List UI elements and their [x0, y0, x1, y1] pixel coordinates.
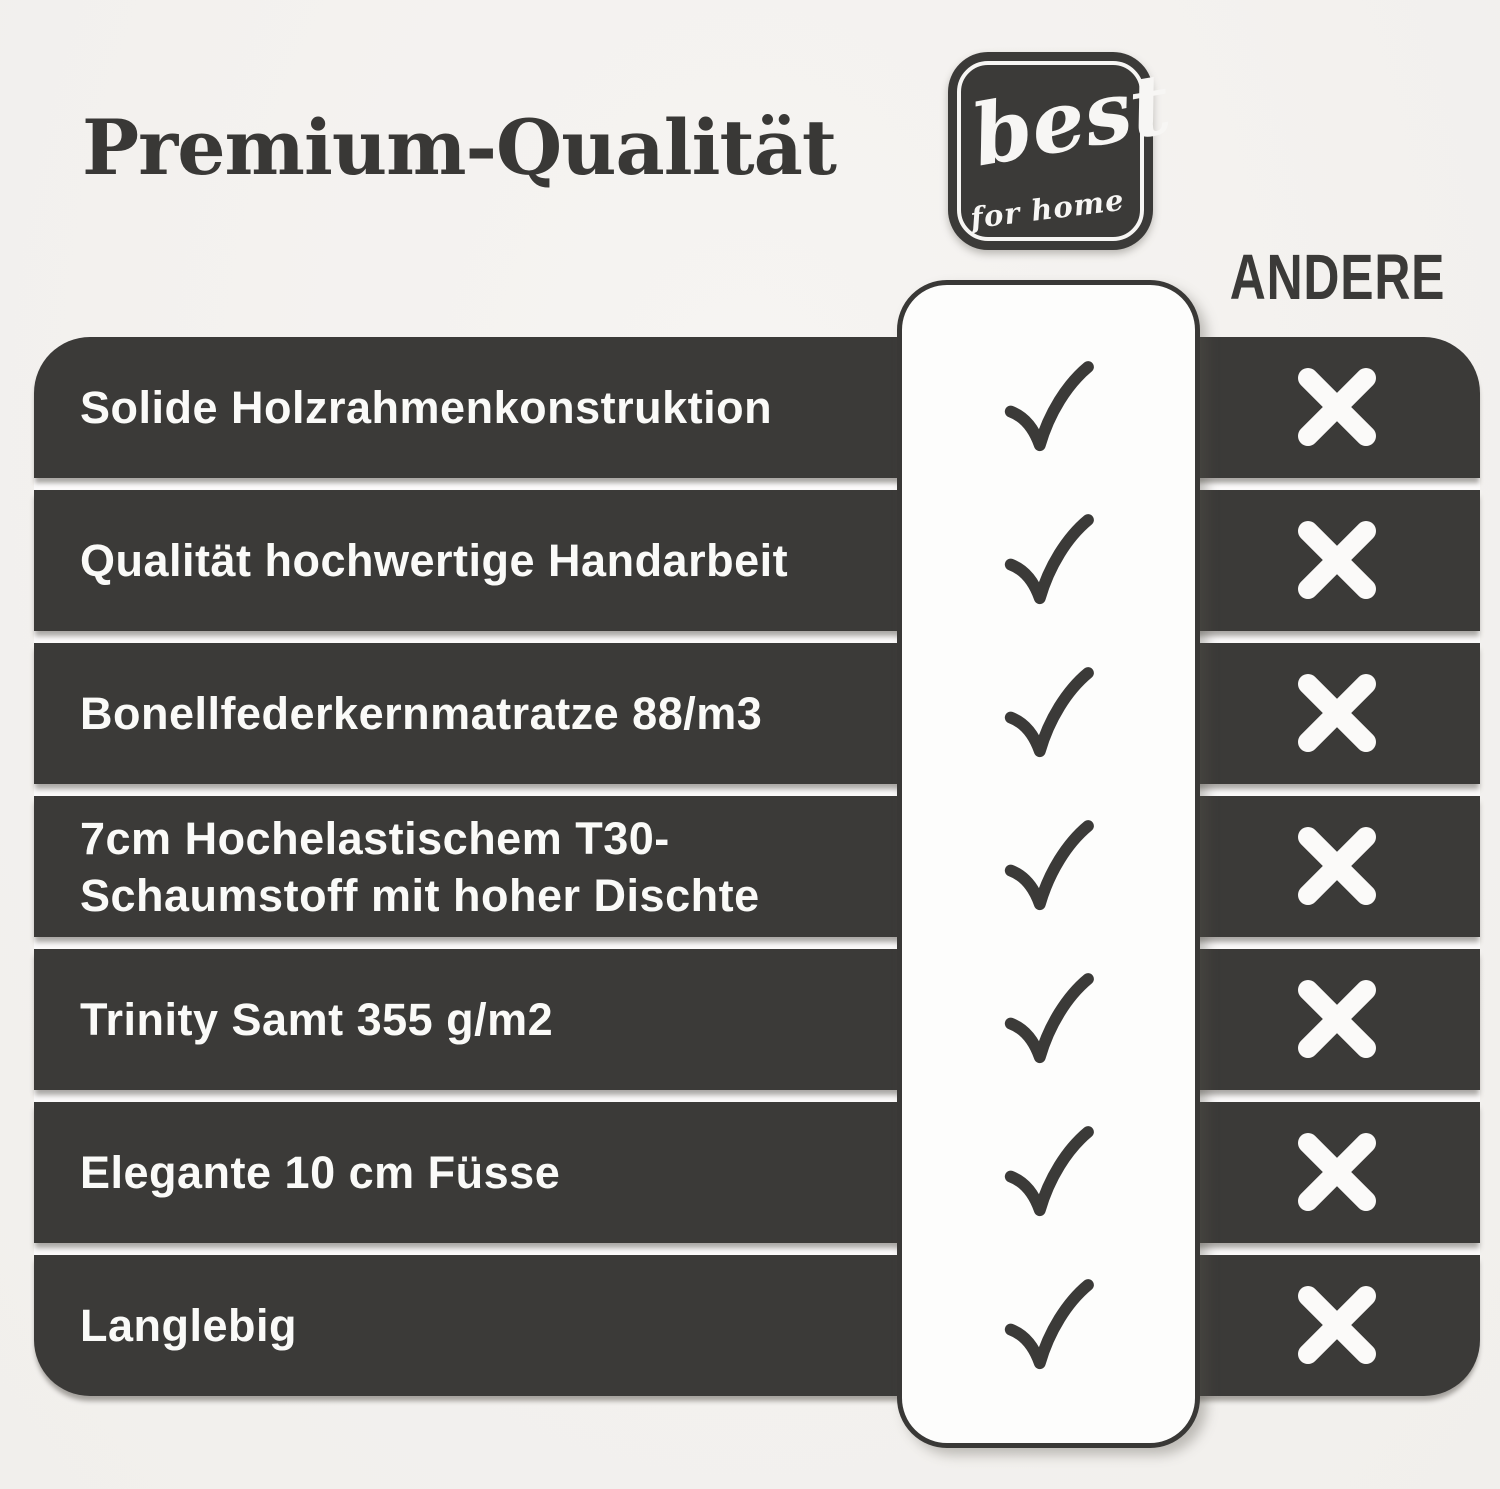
- cross-icon: [1293, 669, 1381, 757]
- feature-row: [34, 337, 1480, 478]
- feature-label: [34, 685, 1480, 742]
- page-title: Premium-Qualität: [82, 103, 836, 192]
- feature-row: [34, 796, 1480, 937]
- feature-row: [34, 643, 1480, 784]
- feature-label-line: Langlebig: [80, 1300, 297, 1351]
- check-icon: [998, 969, 1098, 1069]
- feature-label: [34, 1144, 1480, 1201]
- cross-icon: [1293, 1281, 1381, 1369]
- cross-icon: [1293, 516, 1381, 604]
- check-icon: [998, 816, 1098, 916]
- feature-label: [34, 991, 1480, 1048]
- feature-label-line: Schaumstoff mit hoher Dischte: [80, 869, 760, 921]
- feature-row: [34, 949, 1480, 1090]
- brand-logo: [948, 52, 1178, 250]
- check-icon: [998, 1275, 1098, 1375]
- feature-label-line: Qualität hochwertige Handarbeit: [80, 535, 789, 586]
- logo-tagline-text: for home: [968, 182, 1127, 236]
- feature-label: [34, 379, 1480, 436]
- feature-row: [34, 1255, 1480, 1396]
- cross-icon: [1293, 363, 1381, 451]
- feature-table: [34, 337, 1480, 1396]
- feature-label: [34, 532, 1480, 589]
- check-icon: [998, 663, 1098, 763]
- check-icon: [998, 357, 1098, 457]
- feature-row: [34, 490, 1480, 631]
- check-icon: [998, 510, 1098, 610]
- competitor-column-header: ANDERE: [1229, 241, 1446, 313]
- cross-icon: [1293, 975, 1381, 1063]
- feature-label-line: Trinity Samt 355 g/m2: [80, 994, 554, 1045]
- feature-label: [34, 1297, 1480, 1354]
- feature-label: [34, 810, 1480, 924]
- feature-label-line: Elegante 10 cm Füsse: [80, 1147, 561, 1198]
- feature-label-line: 7cm Hochelastischem T30-: [80, 812, 670, 864]
- logo-brand-text: best: [964, 53, 1178, 186]
- check-icon: [998, 1122, 1098, 1222]
- feature-label-line: Solide Holzrahmenkonstruktion: [80, 382, 773, 433]
- feature-label-line: Bonellfederkernmatratze 88/m3: [80, 688, 763, 739]
- cross-icon: [1293, 822, 1381, 910]
- feature-row: [34, 1102, 1480, 1243]
- cross-icon: [1293, 1128, 1381, 1216]
